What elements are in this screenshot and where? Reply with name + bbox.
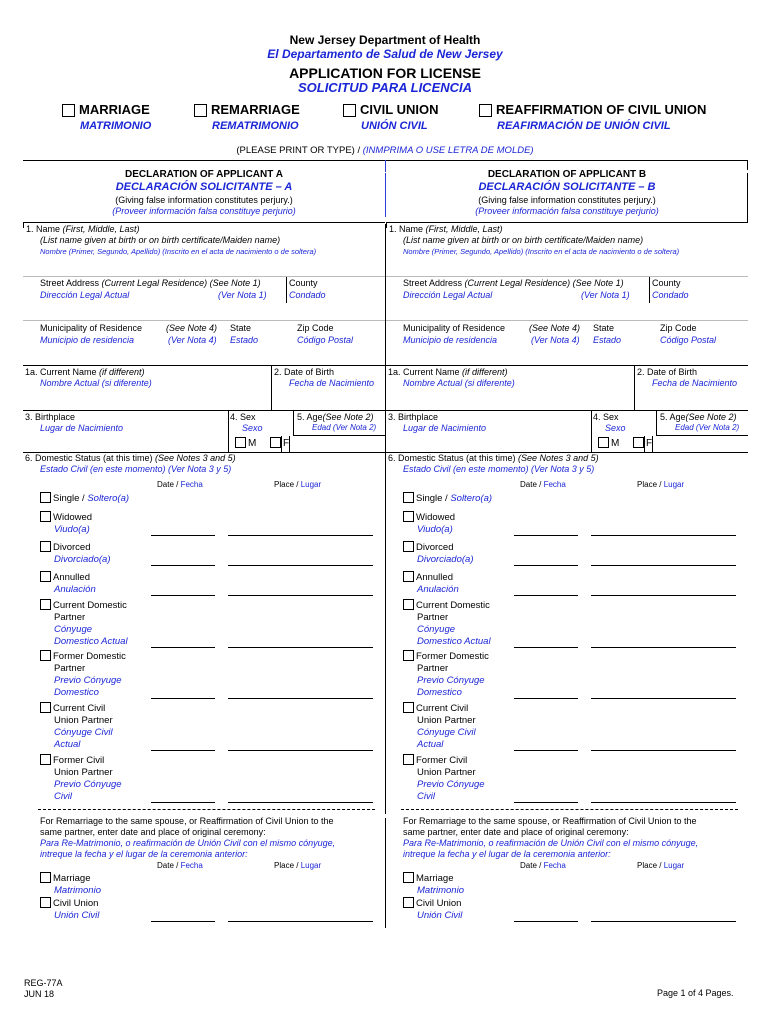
status-date-line[interactable] (514, 698, 578, 699)
dob-label-es: Fecha de Nacimiento (289, 378, 375, 388)
remarriage-text-es-2: intreque la fecha y el lugar de la ceremonia anterior: (40, 849, 248, 859)
status-date-line[interactable] (514, 802, 578, 803)
street-input[interactable] (403, 302, 643, 320)
type-remarriage-es: REMATRIMONIO (212, 120, 299, 132)
original-civil-union-option[interactable]: Civil Union Unión Civil (403, 898, 462, 922)
municipality-label-es: Municipio de residencia (40, 335, 135, 345)
type-reaffirmation[interactable]: REAFFIRMATION OF CIVIL UNION (479, 102, 706, 119)
type-civil-union-es: UNIÓN CIVIL (361, 120, 428, 132)
status-place-line[interactable] (228, 595, 373, 596)
perjury-note-es: (Proveer información falsa constituye perjurio) (475, 206, 659, 216)
state-label-es: Estado (230, 335, 259, 345)
domestic-status-label-es: Estado Civil (en este momento) (Ver Nota 3 y 5) (40, 464, 232, 474)
name-label: 1. Name (First, Middle, Last) (26, 224, 140, 234)
municipality-label-es: Municipio de residencia (403, 335, 498, 345)
status-checkbox[interactable] (40, 702, 51, 713)
sex-m-option[interactable]: M (598, 437, 619, 450)
birthplace-label-es: Lugar de Nacimiento (40, 423, 124, 433)
status-place-line[interactable] (591, 802, 736, 803)
status-option[interactable]: Current Domestic Partner Cónyuge Domestico Actual (40, 600, 128, 648)
municipality-label: Municipality of Residence (40, 323, 143, 333)
county-input[interactable] (652, 302, 742, 320)
zip-label-es: Código Postal (297, 335, 354, 345)
status-place-line[interactable] (228, 565, 373, 566)
status-date-line[interactable] (151, 698, 215, 699)
marriage-checkbox[interactable] (40, 872, 51, 883)
sex-label-es: Sexo (242, 423, 263, 433)
status-place-line[interactable] (228, 698, 373, 699)
status-option[interactable]: Widowed Viudo(a) (40, 512, 92, 536)
print-note: (PLEASE PRINT OR TYPE) / (INMPRIMA O USE LETRA DE MOLDE) (236, 145, 534, 156)
status-option[interactable]: Current Domestic Partner Cónyuge Domestico Actual (403, 600, 491, 648)
county-label: County (652, 278, 681, 288)
date-header: Date / Fecha (520, 480, 566, 489)
status-checkbox[interactable] (403, 702, 414, 713)
date-header: Date / Fecha (520, 861, 566, 870)
status-date-line[interactable] (514, 595, 578, 596)
current-name-input[interactable] (40, 390, 265, 408)
status-checkbox[interactable] (40, 599, 51, 610)
current-name-label: 1a. Current Name (if different) (25, 367, 145, 377)
status-date-line[interactable] (151, 565, 215, 566)
age-label: 5. Age(See Note 2) (297, 412, 374, 422)
type-remarriage[interactable]: REMARRIAGE (194, 102, 300, 119)
name-label-es: Nombre (Primer, Segundo, Apellido) (Inscrito en el acta de nacimiento o de soltera) (40, 247, 317, 256)
domestic-status-label: 6. Domestic Status (at this time) (See Notes 3 and 5) (388, 453, 599, 463)
status-option[interactable]: Divorced Divorciado(a) (403, 542, 474, 566)
status-place-line[interactable] (228, 535, 373, 536)
original-civil-union-option[interactable]: Civil Union Unión Civil (40, 898, 99, 922)
current-name-label: 1a. Current Name (if different) (388, 367, 508, 377)
zip-label: Zip Code (660, 323, 697, 333)
civil-union-checkbox[interactable] (403, 897, 414, 908)
age-label-es: Edad (Ver Nota 2) (312, 423, 377, 432)
status-option[interactable]: Former Domestic Partner Previo Cónyuge Domestico (40, 651, 126, 699)
status-checkbox[interactable] (40, 492, 51, 503)
zip-label: Zip Code (297, 323, 334, 333)
sex-m-checkbox[interactable] (598, 437, 609, 448)
street-label-es: Dirección Legal Actual (403, 290, 493, 300)
sex-label: 4. Sex (230, 412, 256, 422)
status-checkbox[interactable] (40, 541, 51, 552)
dob-label: 2. Date of Birth (274, 367, 335, 377)
status-checkbox[interactable] (40, 571, 51, 582)
date-header: Date / Fecha (157, 861, 203, 870)
street-label-es: Dirección Legal Actual (40, 290, 130, 300)
perjury-note-es: (Proveer información falsa constituye perjurio) (112, 206, 296, 216)
type-civil-union[interactable]: CIVIL UNION (343, 102, 439, 119)
form-number: REG-77A (24, 978, 63, 988)
name-label: 1. Name (First, Middle, Last) (389, 224, 503, 234)
status-option[interactable]: Former Civil Union Partner Previo Cónyuge Civil (40, 755, 122, 803)
form-title-es: SOLICITUD PARA LICENCIA (297, 80, 473, 95)
place-header: Place / Lugar (274, 861, 322, 870)
page-number: Page 1 of 4 Pages. (657, 988, 734, 998)
place-header: Place / Lugar (274, 480, 322, 489)
street-note-es: (Ver Nota 1) (218, 290, 267, 300)
department-title-es: El Departamento de Salud de New Jersey (267, 47, 503, 61)
place-header: Place / Lugar (637, 480, 685, 489)
sex-f-option[interactable]: F (270, 437, 289, 450)
applicant-a-title: DECLARATION OF APPLICANT A (125, 169, 283, 180)
street-input[interactable] (40, 302, 280, 320)
sex-f-option[interactable]: F (633, 437, 652, 450)
status-checkbox[interactable] (40, 511, 51, 522)
status-place-line[interactable] (228, 802, 373, 803)
remarriage-text-2: same partner, enter date and place of original ceremony: (40, 827, 266, 837)
status-option[interactable]: Annulled Anulación (40, 572, 96, 596)
original-place-line[interactable] (228, 921, 373, 922)
status-checkbox[interactable] (403, 492, 414, 503)
applicant-b-title: DECLARATION OF APPLICANT B (487, 169, 647, 180)
remarriage-text-es-2: intreque la fecha y el lugar de la ceremonia anterior: (403, 849, 611, 859)
status-date-line[interactable] (151, 535, 215, 536)
age-label-es: Edad (Ver Nota 2) (675, 423, 740, 432)
state-label-es: Estado (593, 335, 622, 345)
status-date-line[interactable] (514, 535, 578, 536)
street-label: Street Address (Current Legal Residence) (See Note 1) (403, 278, 624, 288)
zip-label-es: Código Postal (660, 335, 717, 345)
sex-f-checkbox[interactable] (633, 437, 644, 448)
perjury-note: (Giving false information constitutes perjury.) (478, 195, 656, 205)
status-option[interactable]: Former Civil Union Partner Previo Cónyuge Civil (403, 755, 485, 803)
applicant-b-title-es: DECLARACIÓN SOLICITANTE – B (478, 181, 656, 193)
sex-f-checkbox[interactable] (270, 437, 281, 448)
municipality-note: (See Note 4) (529, 323, 581, 333)
status-date-line[interactable] (151, 750, 215, 751)
form-date: JUN 18 (24, 989, 55, 999)
original-place-line[interactable] (591, 921, 736, 922)
type-marriage-es: MATRIMONIO (80, 120, 152, 132)
name-input[interactable] (40, 258, 370, 276)
street-note-es: (Ver Nota 1) (581, 290, 630, 300)
state-label: State (230, 323, 252, 333)
birthplace-label: 3. Birthplace (388, 412, 439, 422)
birthplace-label-es: Lugar de Nacimiento (403, 423, 487, 433)
current-name-label-es: Nombre Actual (si diferente) (40, 378, 152, 388)
type-marriage[interactable]: MARRIAGE (62, 102, 150, 119)
status-checkbox[interactable] (403, 541, 414, 552)
status-checkbox[interactable] (403, 650, 414, 661)
status-checkbox[interactable] (403, 599, 414, 610)
county-label-es: Condado (289, 290, 326, 300)
marriage-checkbox[interactable] (403, 872, 414, 883)
original-marriage-option[interactable]: Marriage Matrimonio (403, 873, 464, 897)
status-date-line[interactable] (151, 802, 215, 803)
municipality-note: (See Note 4) (166, 323, 218, 333)
status-option[interactable]: Single / Soltero(a) (403, 493, 492, 505)
status-checkbox[interactable] (40, 754, 51, 765)
sex-m-option[interactable]: M (235, 437, 256, 450)
county-label-es: Condado (652, 290, 689, 300)
status-date-line[interactable] (514, 565, 578, 566)
department-title: New Jersey Department of Health (289, 33, 481, 47)
domestic-status-label-es: Estado Civil (en este momento) (Ver Nota 3 y 5) (403, 464, 595, 474)
status-option[interactable]: Current Civil Union Partner Cónyuge Civil Actual (40, 703, 113, 751)
status-date-line[interactable] (514, 750, 578, 751)
street-label: Street Address (Current Legal Residence) (See Note 1) (40, 278, 261, 288)
status-option[interactable]: Widowed Viudo(a) (403, 512, 455, 536)
original-date-line[interactable] (514, 921, 578, 922)
status-option[interactable]: Current Civil Union Partner Cónyuge Civil Actual (403, 703, 476, 751)
sex-label-es: Sexo (605, 423, 626, 433)
remarriage-text-2: same partner, enter date and place of original ceremony: (403, 827, 629, 837)
status-place-line[interactable] (228, 750, 373, 751)
place-header: Place / Lugar (637, 861, 685, 870)
applicant-b-column (363, 0, 748, 1024)
type-reaffirmation-es: REAFIRMACIÓN DE UNIÓN CIVIL (497, 120, 671, 132)
sex-m-checkbox[interactable] (235, 437, 246, 448)
status-place-line[interactable] (591, 698, 736, 699)
status-date-line[interactable] (514, 647, 578, 648)
date-header: Date / Fecha (157, 480, 203, 489)
remarriage-text-es: Para Re-Matrimonio, o reafirmación de Unión Civil con el mismo cónyuge, (40, 838, 336, 848)
status-place-line[interactable] (228, 647, 373, 648)
domestic-status-label: 6. Domestic Status (at this time) (See Notes 3 and 5) (25, 453, 236, 463)
dob-input[interactable] (652, 390, 742, 408)
state-label: State (593, 323, 615, 333)
current-name-input[interactable] (403, 390, 628, 408)
remarriage-text: For Remarriage to the same spouse, or Reaffirmation of Civil Union to the (403, 816, 697, 826)
form-title: APPLICATION FOR LICENSE (289, 65, 481, 81)
status-date-line[interactable] (151, 595, 215, 596)
status-checkbox[interactable] (403, 571, 414, 582)
original-date-line[interactable] (151, 921, 215, 922)
status-option[interactable]: Former Domestic Partner Previo Cónyuge Domestico (403, 651, 489, 699)
applicant-a-title-es: DECLARACIÓN SOLICITANTE – A (115, 181, 293, 193)
municipality-input[interactable] (403, 346, 733, 364)
remarriage-text: For Remarriage to the same spouse, or Reaffirmation of Civil Union to the (40, 816, 334, 826)
civil-union-checkbox[interactable] (40, 897, 51, 908)
birthplace-label: 3. Birthplace (25, 412, 76, 422)
status-option[interactable]: Annulled Anulación (403, 572, 459, 596)
sex-label: 4. Sex (593, 412, 619, 422)
name-label-es: Nombre (Primer, Segundo, Apellido) (Inscrito en el acta de nacimiento o de soltera) (403, 247, 680, 256)
current-name-label-es: Nombre Actual (si diferente) (403, 378, 515, 388)
perjury-note: (Giving false information constitutes perjury.) (115, 195, 293, 205)
status-option[interactable]: Single / Soltero(a) (40, 493, 129, 505)
name-input[interactable] (403, 258, 733, 276)
original-marriage-option[interactable]: Marriage Matrimonio (40, 873, 101, 897)
age-label: 5. Age(See Note 2) (660, 412, 737, 422)
status-date-line[interactable] (151, 647, 215, 648)
county-label: County (289, 278, 318, 288)
municipality-input[interactable] (40, 346, 370, 364)
name-hint: (List name given at birth or on birth certificate/Maiden name) (403, 235, 644, 245)
dob-label: 2. Date of Birth (637, 367, 698, 377)
name-hint: (List name given at birth or on birth certificate/Maiden name) (40, 235, 281, 245)
remarriage-text-es: Para Re-Matrimonio, o reafirmación de Unión Civil con el mismo cónyuge, (403, 838, 699, 848)
status-checkbox[interactable] (40, 650, 51, 661)
municipality-label: Municipality of Residence (403, 323, 506, 333)
status-place-line[interactable] (591, 565, 736, 566)
dob-label-es: Fecha de Nacimiento (652, 378, 738, 388)
municipality-note-es: (Ver Nota 4) (168, 335, 217, 345)
status-checkbox[interactable] (403, 754, 414, 765)
status-place-line[interactable] (591, 647, 736, 648)
status-checkbox[interactable] (403, 511, 414, 522)
status-option[interactable]: Divorced Divorciado(a) (40, 542, 111, 566)
status-place-line[interactable] (591, 595, 736, 596)
municipality-note-es: (Ver Nota 4) (531, 335, 580, 345)
status-place-line[interactable] (591, 535, 736, 536)
status-place-line[interactable] (591, 750, 736, 751)
